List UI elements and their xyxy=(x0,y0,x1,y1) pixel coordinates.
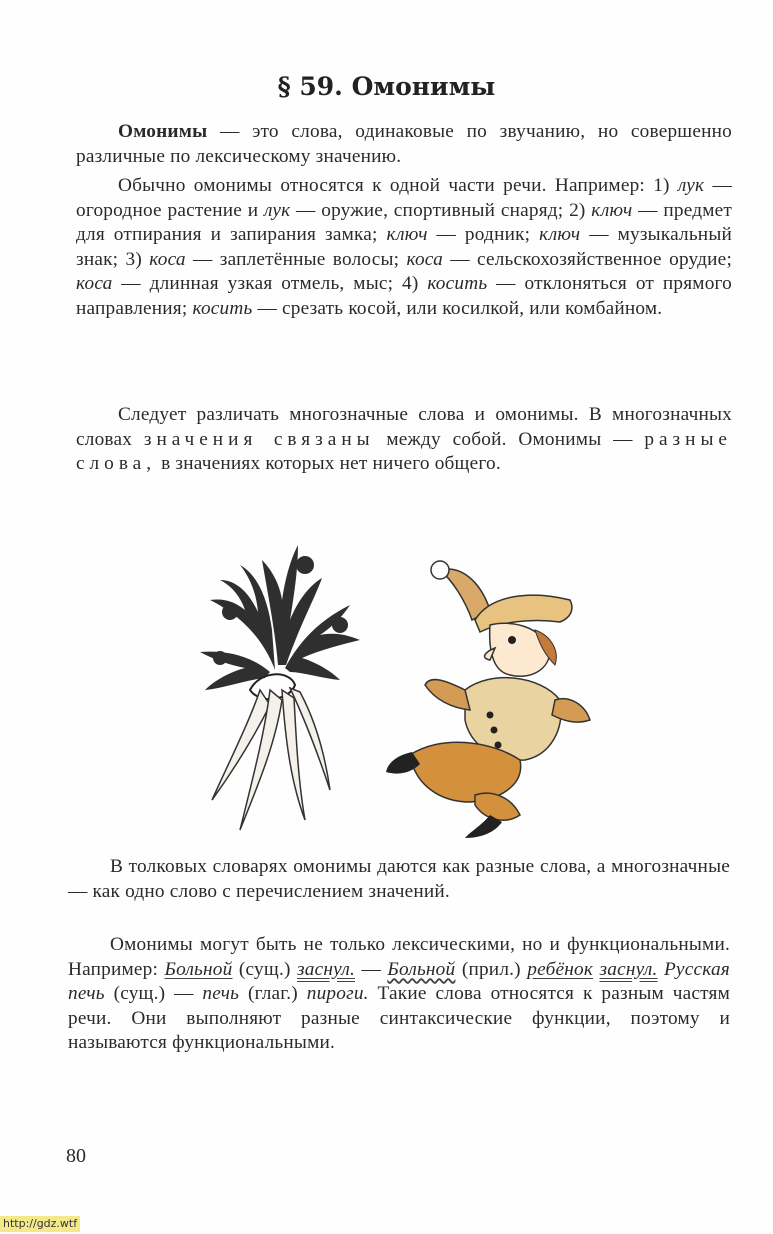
text: — длинная узкая отмель, мыс; 4) xyxy=(112,273,428,295)
attribute-word: Больной xyxy=(387,958,456,980)
example-word: лук xyxy=(264,199,291,221)
watermark-link[interactable]: http://gdz.wtf xyxy=(0,1216,80,1232)
text: — заплетённые волосы; xyxy=(185,248,407,270)
text: — предмет для отпирания и запирания замка; xyxy=(76,199,732,246)
example-word: лук xyxy=(677,175,705,196)
page-number: 80 xyxy=(66,1145,86,1167)
example-word: печь xyxy=(202,983,240,1005)
example-phrase: Русская печь xyxy=(68,958,730,1005)
text: — xyxy=(355,958,388,980)
example-word: ключ xyxy=(591,199,633,221)
paragraph-dictionaries: В толковых словарях омонимы даются как разные слова, а многозначные — как одно слово с перечислением значений. xyxy=(68,856,730,902)
text: — срезать косой, или косилкой, или комбайном. xyxy=(252,297,663,319)
paragraph-distinction xyxy=(76,403,732,477)
example-word: ключ xyxy=(386,224,428,246)
text: Такие слова относятся к разным частям речи. Они выполняют разные синтаксические функции, поэтому и называются функциональными. xyxy=(68,983,730,1054)
text: (сущ.) — xyxy=(104,983,203,1005)
text: (глаг.) xyxy=(239,983,307,1005)
spaced-emphasis: разные слова, xyxy=(76,428,732,475)
paragraph-examples xyxy=(76,174,732,322)
paragraph-functional xyxy=(68,933,730,1056)
text: (прил.) xyxy=(455,958,528,980)
text: Обычно омонимы относятся к одной части речи. Например: 1) xyxy=(118,175,678,196)
page-title: § 59. Омонимы xyxy=(277,72,496,101)
text: — огородное растение и xyxy=(76,175,732,221)
predicate-word: заснул. xyxy=(599,958,658,980)
text: — сельскохозяйственное орудие; xyxy=(442,248,732,270)
text: Следует различать многозначные слова и омонимы. В многозначных словах xyxy=(76,404,732,450)
gnome-figure-icon xyxy=(386,561,590,838)
text: — родник; xyxy=(427,224,540,246)
text: Омонимы могут быть не только лексическими, но и функциональными. Например: xyxy=(68,934,730,980)
text: — музыкальный знак; 3) xyxy=(76,224,732,270)
predicate-word: заснул. xyxy=(297,958,356,980)
example-word: косить xyxy=(192,297,253,319)
example-word: коса xyxy=(406,248,443,270)
example-word: пироги. xyxy=(306,983,369,1005)
term-bold: Омонимы xyxy=(118,121,208,142)
spaced-emphasis: значения связаны xyxy=(143,428,375,450)
example-word: косить xyxy=(427,273,488,295)
text: между собой. Омонимы — xyxy=(374,428,645,450)
illustration xyxy=(190,540,620,840)
text: — отклоняться от прямого направления; xyxy=(76,273,733,319)
paragraph-definition xyxy=(76,120,732,169)
parsnip-root-icon xyxy=(200,545,360,830)
subject-word: Больной xyxy=(164,958,233,980)
example-word: коса xyxy=(149,248,186,270)
text: (сущ.) xyxy=(232,958,298,980)
example-word: коса xyxy=(76,273,113,295)
example-word: ключ xyxy=(539,224,581,246)
text: — это слова, одинаковые по звучанию, но совершенно различные по лексическому значению. xyxy=(76,121,732,167)
text: в значениях которых нет ничего общего. xyxy=(156,453,501,475)
text: — оружие, спортивный снаряд; 2) xyxy=(290,199,592,221)
subject-word: ребёнок xyxy=(527,958,594,980)
